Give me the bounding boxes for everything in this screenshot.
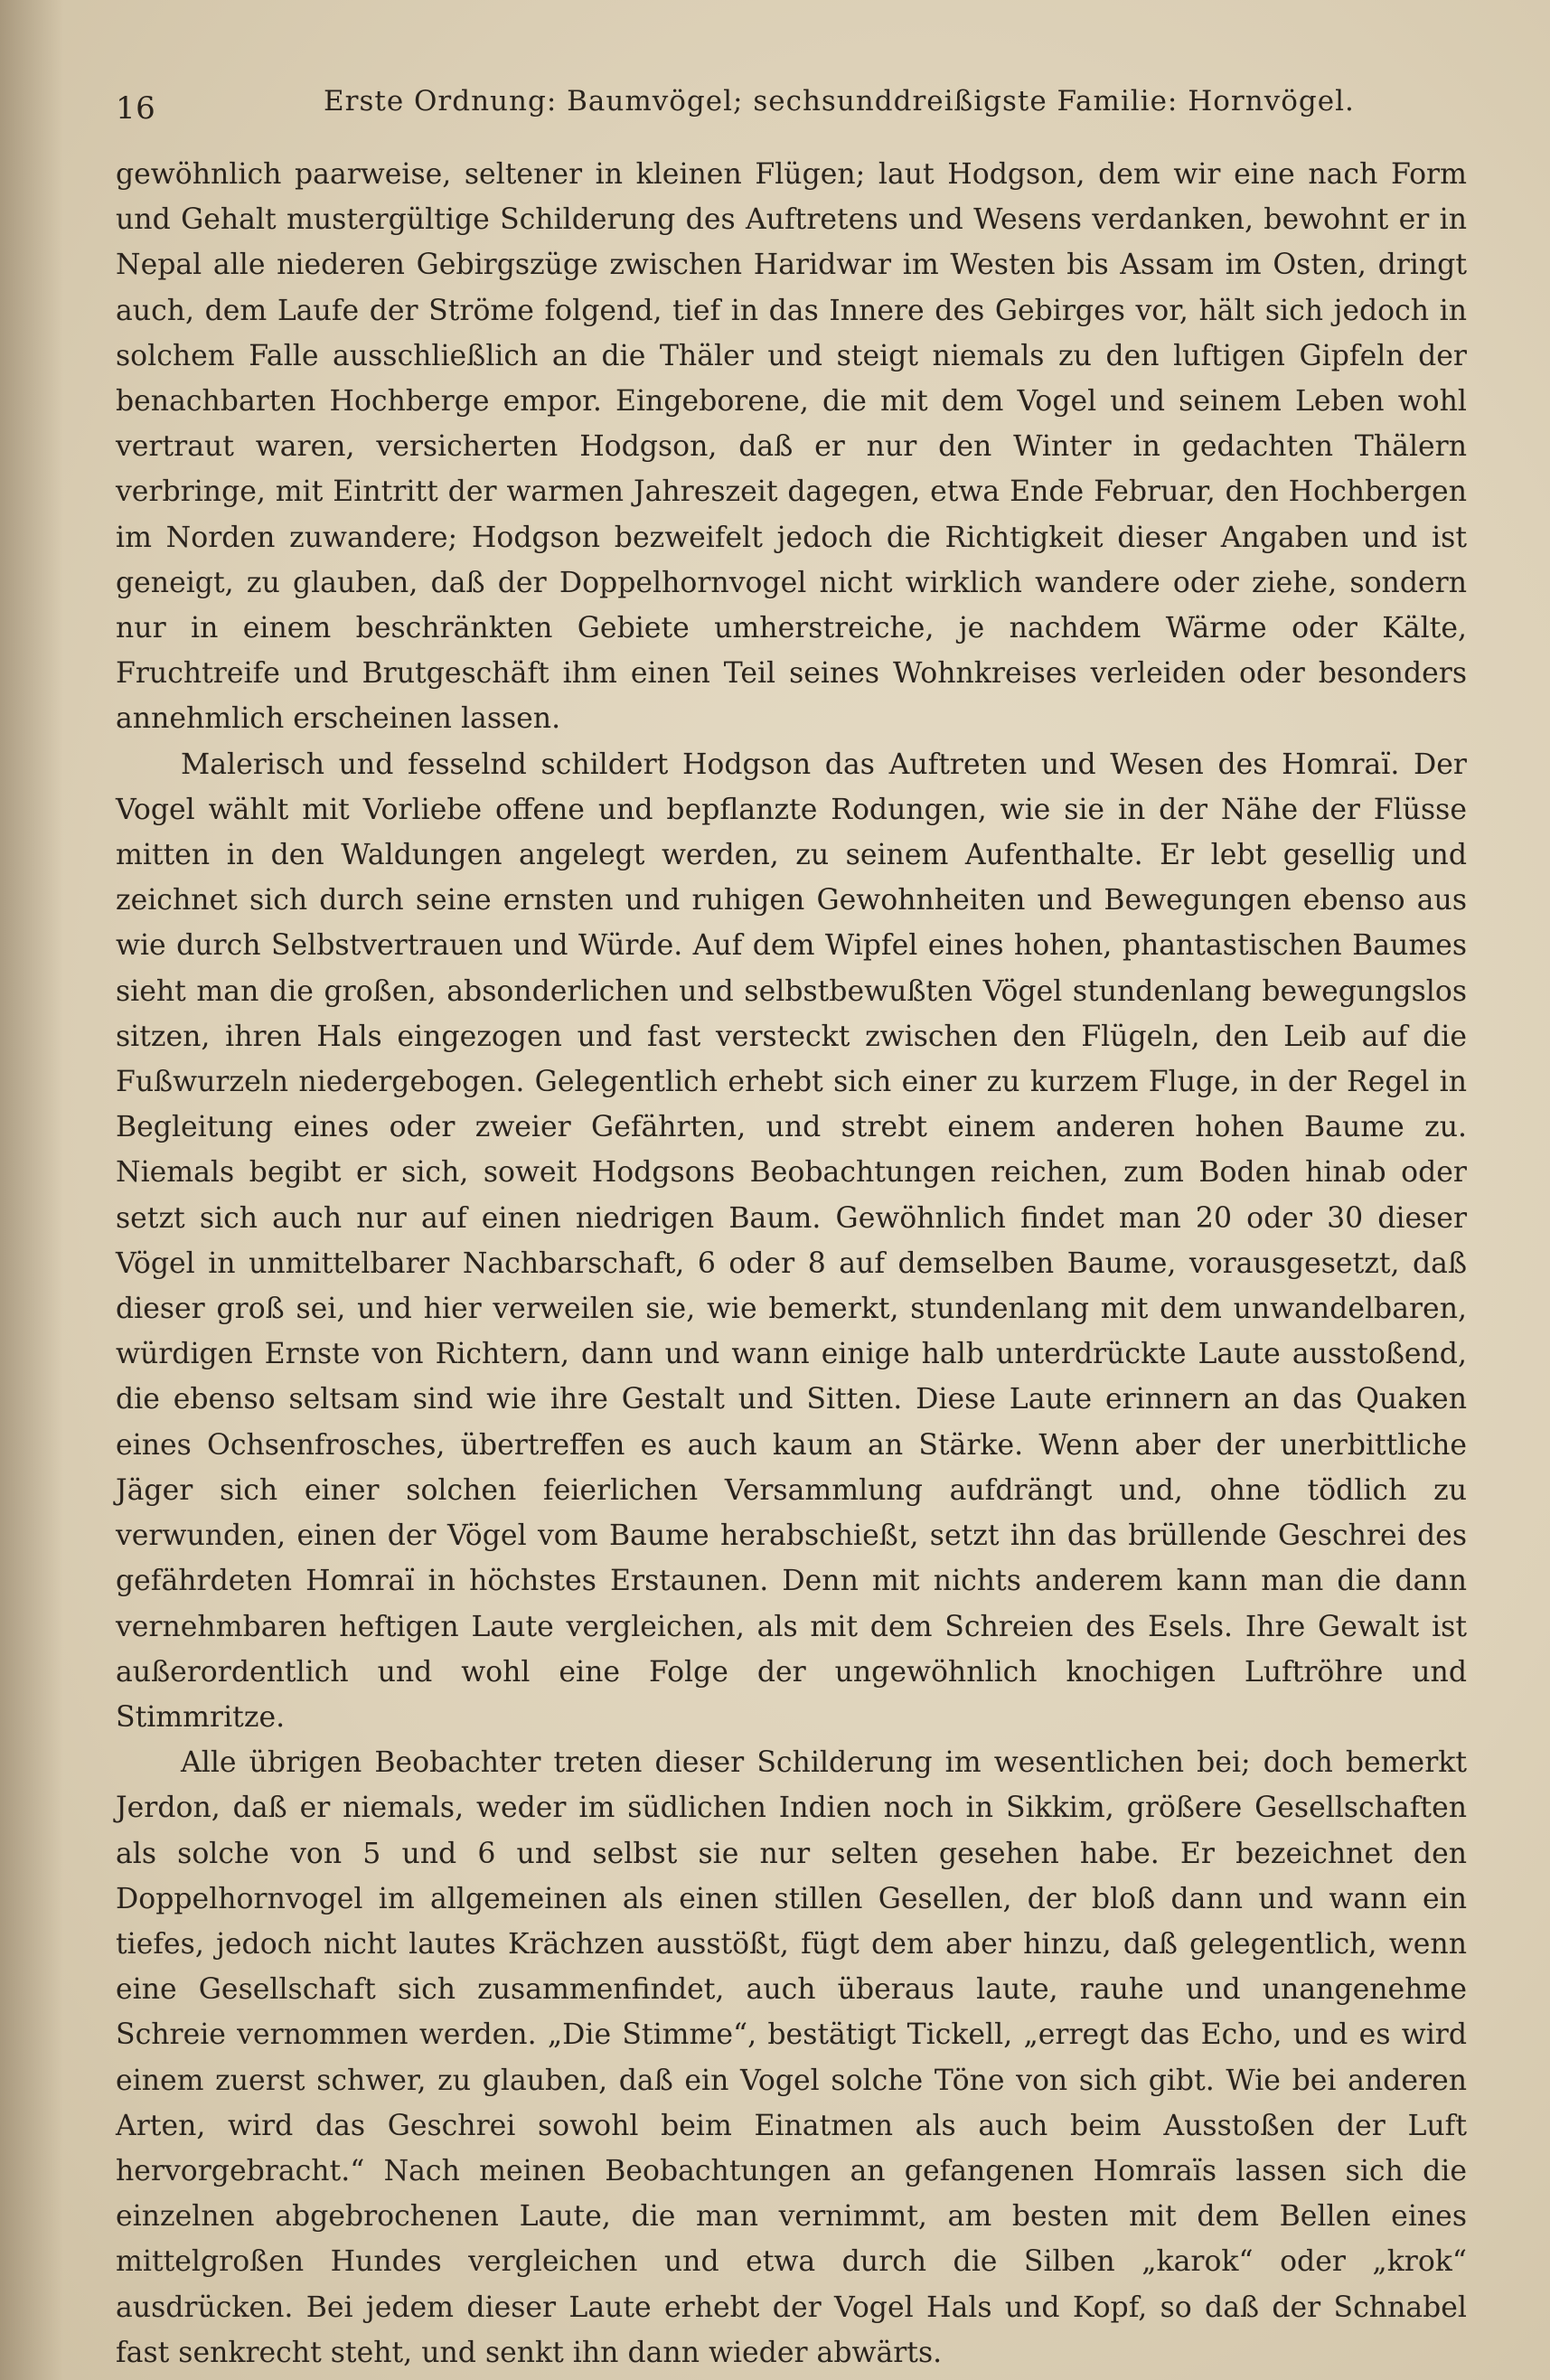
page-number: 16	[116, 90, 156, 127]
paragraph-3: Alle übrigen Beobachter treten dieser Schilderung im wesentlichen bei; doch bemerkt Jerdon, daß er niemals, weder im südlichen Indien noch in Sikkim, größere Gesellschaften als solche von 5 und 6 und selbst sie nur selten gesehen habe. Er bezeichnet den Doppelhornvogel im allgemeinen als einen stillen Gesellen, der bloß dann und wann ein tiefes, jedoch nicht lautes Krächzen ausstößt, fügt dem aber hinzu, daß gelegentlich, wenn eine Gesellschaft sich zusammenfindet, auch überaus laute, rauhe und unangenehme Schreie vernommen werden. „Die Stimme“, bestätigt Tickell, „erregt das Echo, und es wird einem zuerst schwer, zu glauben, daß ein Vogel solche Töne von sich gibt. Wie bei anderen Arten, wird das Geschrei sowohl beim Einatmen als auch beim Ausstoßen der Luft hervorgebracht.“ Nach meinen Beobachtungen an gefangenen Homraïs lassen sich die einzelnen abgebrochenen Laute, die man vernimmt, am besten mit dem Bellen eines mittelgroßen Hundes vergleichen und etwa durch die Silben „karok“ oder „krok“ ausdrücken. Bei jedem dieser Laute erhebt der Vogel Hals und Kopf, so daß der Schnabel fast senkrecht steht, und senkt ihn dann wieder abwärts.	[116, 1746, 1467, 2369]
paragraph-1: gewöhnlich paarweise, seltener in kleinen Flügen; laut Hodgson, dem wir eine nach Form und Gehalt mustergültige Schilderung des Auftretens und Wesens verdanken, bewohnt er in Nepal alle niederen Gebirgszüge zwischen Haridwar im Westen bis Assam im Osten, dringt auch, dem Laufe der Ströme folgend, tief in das Innere des Gebirges vor, hält sich jedoch in solchem Falle ausschließlich an die Thäler und steigt niemals zu den luftigen Gipfeln der benachbarten Hochberge empor. Eingeborene, die mit dem Vogel und seinem Leben wohl vertraut waren, versicherten Hodgson, daß er nur den Winter in gedachten Thälern verbringe, mit Eintritt der warmen Jahreszeit dagegen, etwa Ende Februar, den Hochbergen im Norden zuwandere; Hodgson bezweifelt jedoch die Richtigkeit dieser Angaben und ist geneigt, zu glauben, daß der Doppelhornvogel nicht wirklich wandere oder ziehe, sondern nur in einem beschränkten Gebiete umherstreiche, je nachdem Wärme oder Kälte, Fruchtreife und Brutgeschäft ihm einen Teil seines Wohnkreises verleiden oder besonders annehmlich erscheinen lassen.	[116, 158, 1467, 736]
body-text	[116, 152, 1467, 2375]
running-head	[116, 80, 1453, 134]
paragraph-2: Malerisch und fesselnd schildert Hodgson das Auftreten und Wesen des Homraï. Der Vogel wählt mit Vorliebe offene und bepflanzte Rodungen, wie sie in der Nähe der Flüsse mitten in den Waldungen angelegt werden, zu seinem Aufenthalte. Er lebt gesellig und zeichnet sich durch seine ernsten und ruhigen Gewohnheiten und Bewegungen ebenso aus wie durch Selbstvertrauen und Würde. Auf dem Wipfel eines hohen, phantastischen Baumes sieht man die großen, absonderlichen und selbstbewußten Vögel stundenlang bewegungslos sitzen, ihren Hals eingezogen und fast versteckt zwischen den Flügeln, den Leib auf die Fußwurzeln niedergebogen. Gelegentlich erhebt sich einer zu kurzem Fluge, in der Regel in Begleitung eines oder zweier Gefährten, und strebt einem anderen hohen Baume zu. Niemals begibt er sich, soweit Hodgsons Beobachtungen reichen, zum Boden hinab oder setzt sich auch nur auf einen niedrigen Baum. Gewöhnlich findet man 20 oder 30 dieser Vögel in unmittelbarer Nachbarschaft, 6 oder 8 auf demselben Baume, vorausgesetzt, daß dieser groß sei, und hier verweilen sie, wie bemerkt, stundenlang mit dem unwandelbaren, würdigen Ernste von Richtern, dann und wann einige halb unterdrückte Laute ausstoßend, die ebenso seltsam sind wie ihre Gestalt und Sitten. Diese Laute erinnern an das Quaken eines Ochsenfrosches, übertreffen es auch kaum an Stärke. Wenn aber der unerbittliche Jäger sich einer solchen feierlichen Versammlung aufdrängt und, ohne tödlich zu verwunden, einen der Vögel vom Baume herabschießt, setzt ihn das brüllende Geschrei des gefährdeten Homraï in höchstes Erstaunen. Denn mit nichts anderem kann man die dann vernehmbaren heftigen Laute vergleichen, als mit dem Schreien des Esels. Ihre Gewalt ist außerordentlich und wohl eine Folge der ungewöhnlich knochigen Luftröhre und Stimmritze.	[116, 748, 1467, 1734]
gutter-shadow	[0, 0, 63, 2380]
running-title: Erste Ordnung: Baumvögel; sechsunddreißigste Familie: Hornvögel.	[324, 85, 1355, 118]
